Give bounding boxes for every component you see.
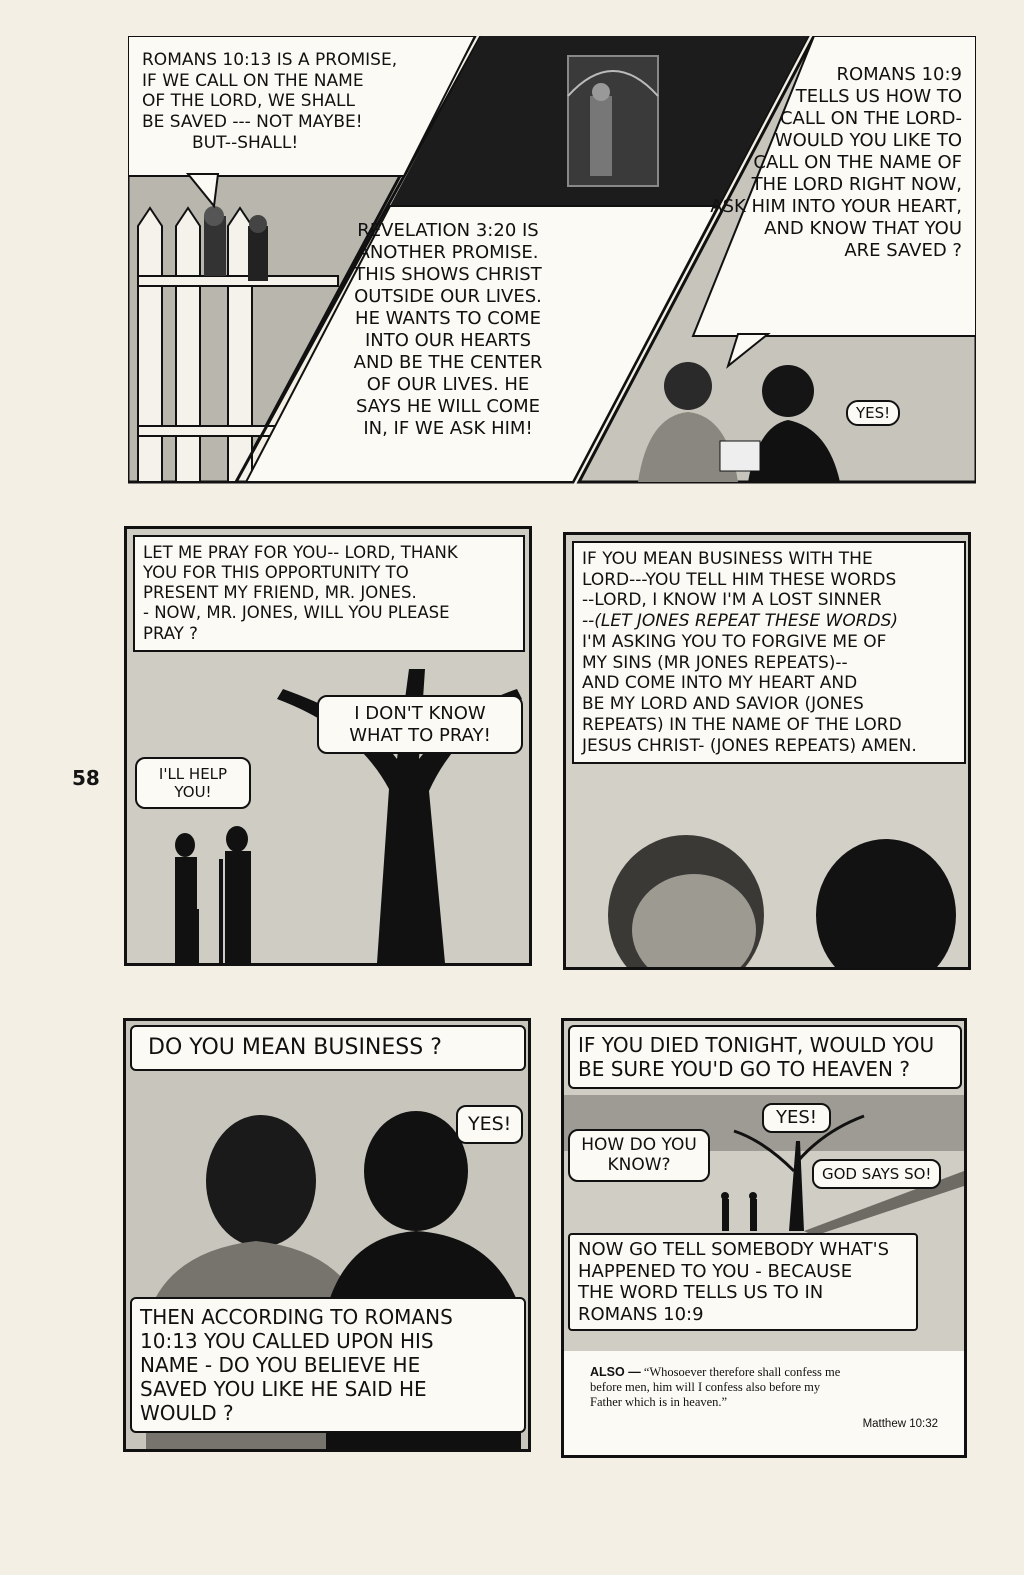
speech-bubble-mean-business: DO YOU MEAN BUSINESS ? — [130, 1025, 526, 1071]
caption-line: ARE SAVED ? — [844, 239, 962, 261]
footnote-line — [590, 1365, 938, 1380]
bubble-line: THEN ACCORDING TO ROMANS — [140, 1305, 453, 1329]
bubble-line: NOW GO TELL SOMEBODY WHAT'S — [578, 1239, 890, 1260]
panel-mean-business — [123, 1018, 531, 1452]
speech-bubble-yes: YES! — [456, 1105, 523, 1144]
bubble-line: BE SURE YOU'D GO TO HEAVEN ? — [578, 1057, 910, 1081]
bubble-line: HAPPENED TO YOU - BECAUSE — [578, 1260, 853, 1282]
caption-line: BUT--SHALL! — [192, 132, 299, 153]
caption-line: ASK HIM INTO YOUR HEART, — [710, 195, 962, 217]
caption-line: REPEATS) IN THE NAME OF THE LORD — [582, 714, 902, 735]
caption-line: - NOW, MR. JONES, WILL YOU PLEASE — [143, 603, 450, 623]
bubble-line: WOULD ? — [140, 1401, 234, 1425]
caption-line: OUTSIDE OUR LIVES. — [354, 285, 542, 307]
caption-prayer-words — [572, 541, 966, 764]
footnote-matthew — [564, 1357, 964, 1455]
caption-line: --LORD, I KNOW I'M A LOST SINNER — [582, 590, 882, 611]
caption-line: JESUS CHRIST- (JONES REPEATS) AMEN. — [582, 735, 917, 756]
speech-bubble-ill-help — [135, 757, 251, 809]
footnote-lead: ALSO — — [590, 1365, 641, 1379]
caption-line: REVELATION 3:20 IS — [357, 220, 539, 241]
bubble-line: THE WORD TELLS US TO IN — [578, 1282, 824, 1304]
speech-bubble-yes: YES! — [846, 400, 900, 426]
footnote-text: “Whosoever therefore shall confess me — [643, 1365, 841, 1379]
caption-line: AND COME INTO MY HEART AND — [582, 673, 858, 694]
caption-line: ROMANS 10:9 — [836, 64, 962, 85]
caption-line: INTO OUR HEARTS — [364, 329, 532, 351]
caption-line: I'M ASKING YOU TO FORGIVE ME OF — [582, 631, 887, 652]
caption-line: --(LET JONES REPEAT THESE WORDS) — [582, 611, 899, 632]
caption-line: CALL ON THE NAME OF — [753, 151, 962, 173]
caption-romans-10-13-text — [134, 44, 464, 160]
footnote-line: Father which is in heaven.” — [590, 1395, 728, 1409]
caption-line: AND BE THE CENTER — [353, 351, 543, 373]
bubble-line: I'LL HELP — [158, 765, 228, 783]
caption-line: LET ME PRAY FOR YOU-- LORD, THANK — [143, 543, 458, 562]
panel-pray — [124, 526, 532, 966]
caption-line: IF WE CALL ON THE NAME — [142, 70, 364, 91]
caption-line: WOULD YOU LIKE TO — [774, 129, 962, 151]
bubble-line: I DON'T KNOW — [354, 703, 486, 724]
page-number: 58 — [72, 766, 100, 790]
bubble-line: YOU! — [174, 783, 212, 801]
caption-line: PRESENT MY FRIEND, MR. JONES. — [143, 583, 417, 603]
caption-line: THIS SHOWS CHRIST — [354, 263, 542, 285]
caption-if-you-died — [568, 1025, 962, 1089]
bubble-line: IF YOU DIED TONIGHT, WOULD YOU — [578, 1033, 935, 1057]
caption-line: SAYS HE WILL COME — [356, 395, 540, 417]
bubble-line: HOW DO YOU — [581, 1135, 697, 1155]
caption-line: BE MY LORD AND SAVIOR (JONES — [582, 694, 864, 715]
caption-go-tell-somebody — [568, 1233, 918, 1331]
caption-line: ROMANS 10:13 IS A PROMISE, — [142, 50, 398, 70]
bubble-line: KNOW? — [607, 1155, 671, 1176]
bubble-line: NAME - DO YOU BELIEVE HE — [140, 1353, 421, 1377]
caption-line: HE WANTS TO COME — [355, 307, 541, 329]
caption-line: OF OUR LIVES. HE — [366, 373, 530, 395]
caption-line: IF YOU MEAN BUSINESS WITH THE — [582, 549, 873, 569]
speech-bubble-romans-10-13 — [130, 1297, 526, 1433]
caption-line: PRAY ? — [143, 623, 198, 643]
bubble-line: ROMANS 10:9 — [578, 1303, 704, 1325]
footnote-line: before men, him will I confess also before my — [590, 1380, 821, 1394]
caption-let-me-pray — [133, 535, 525, 652]
caption-revelation-3-20 — [298, 214, 598, 446]
bubble-line: SAVED YOU LIKE HE SAID HE — [140, 1377, 427, 1401]
speech-bubble-dont-know — [317, 695, 523, 754]
caption-romans-10-9 — [694, 58, 976, 268]
footnote-reference: Matthew 10:32 — [862, 1418, 938, 1430]
panel-heaven — [561, 1018, 967, 1458]
panel-top — [128, 36, 976, 484]
speech-bubble-god-says-so: GOD SAYS SO! — [812, 1159, 941, 1189]
caption-line: THE LORD RIGHT NOW, — [751, 173, 962, 195]
caption-line: BE SAVED --- NOT MAYBE! — [142, 112, 363, 133]
caption-line: TELLS US HOW TO — [795, 85, 962, 107]
caption-line: IN, IF WE ASK HIM! — [363, 417, 533, 439]
caption-line: AND KNOW THAT YOU — [764, 217, 962, 239]
panel-prayer-words — [563, 532, 971, 970]
caption-line: OF THE LORD, WE SHALL — [142, 91, 355, 112]
caption-line: ANOTHER PROMISE. — [357, 241, 539, 263]
speech-bubble-yes: YES! — [762, 1103, 831, 1133]
bubble-line: 10:13 YOU CALLED UPON HIS — [140, 1329, 434, 1353]
caption-line: CALL ON THE LORD- — [779, 107, 962, 129]
speech-bubble-how-do-you-know — [568, 1129, 710, 1182]
caption-line: YOU FOR THIS OPPORTUNITY TO — [143, 563, 409, 583]
bubble-line: WHAT TO PRAY! — [349, 724, 491, 746]
caption-line: LORD---YOU TELL HIM THESE WORDS — [582, 569, 897, 590]
caption-line: MY SINS (MR JONES REPEATS)-- — [582, 652, 848, 673]
